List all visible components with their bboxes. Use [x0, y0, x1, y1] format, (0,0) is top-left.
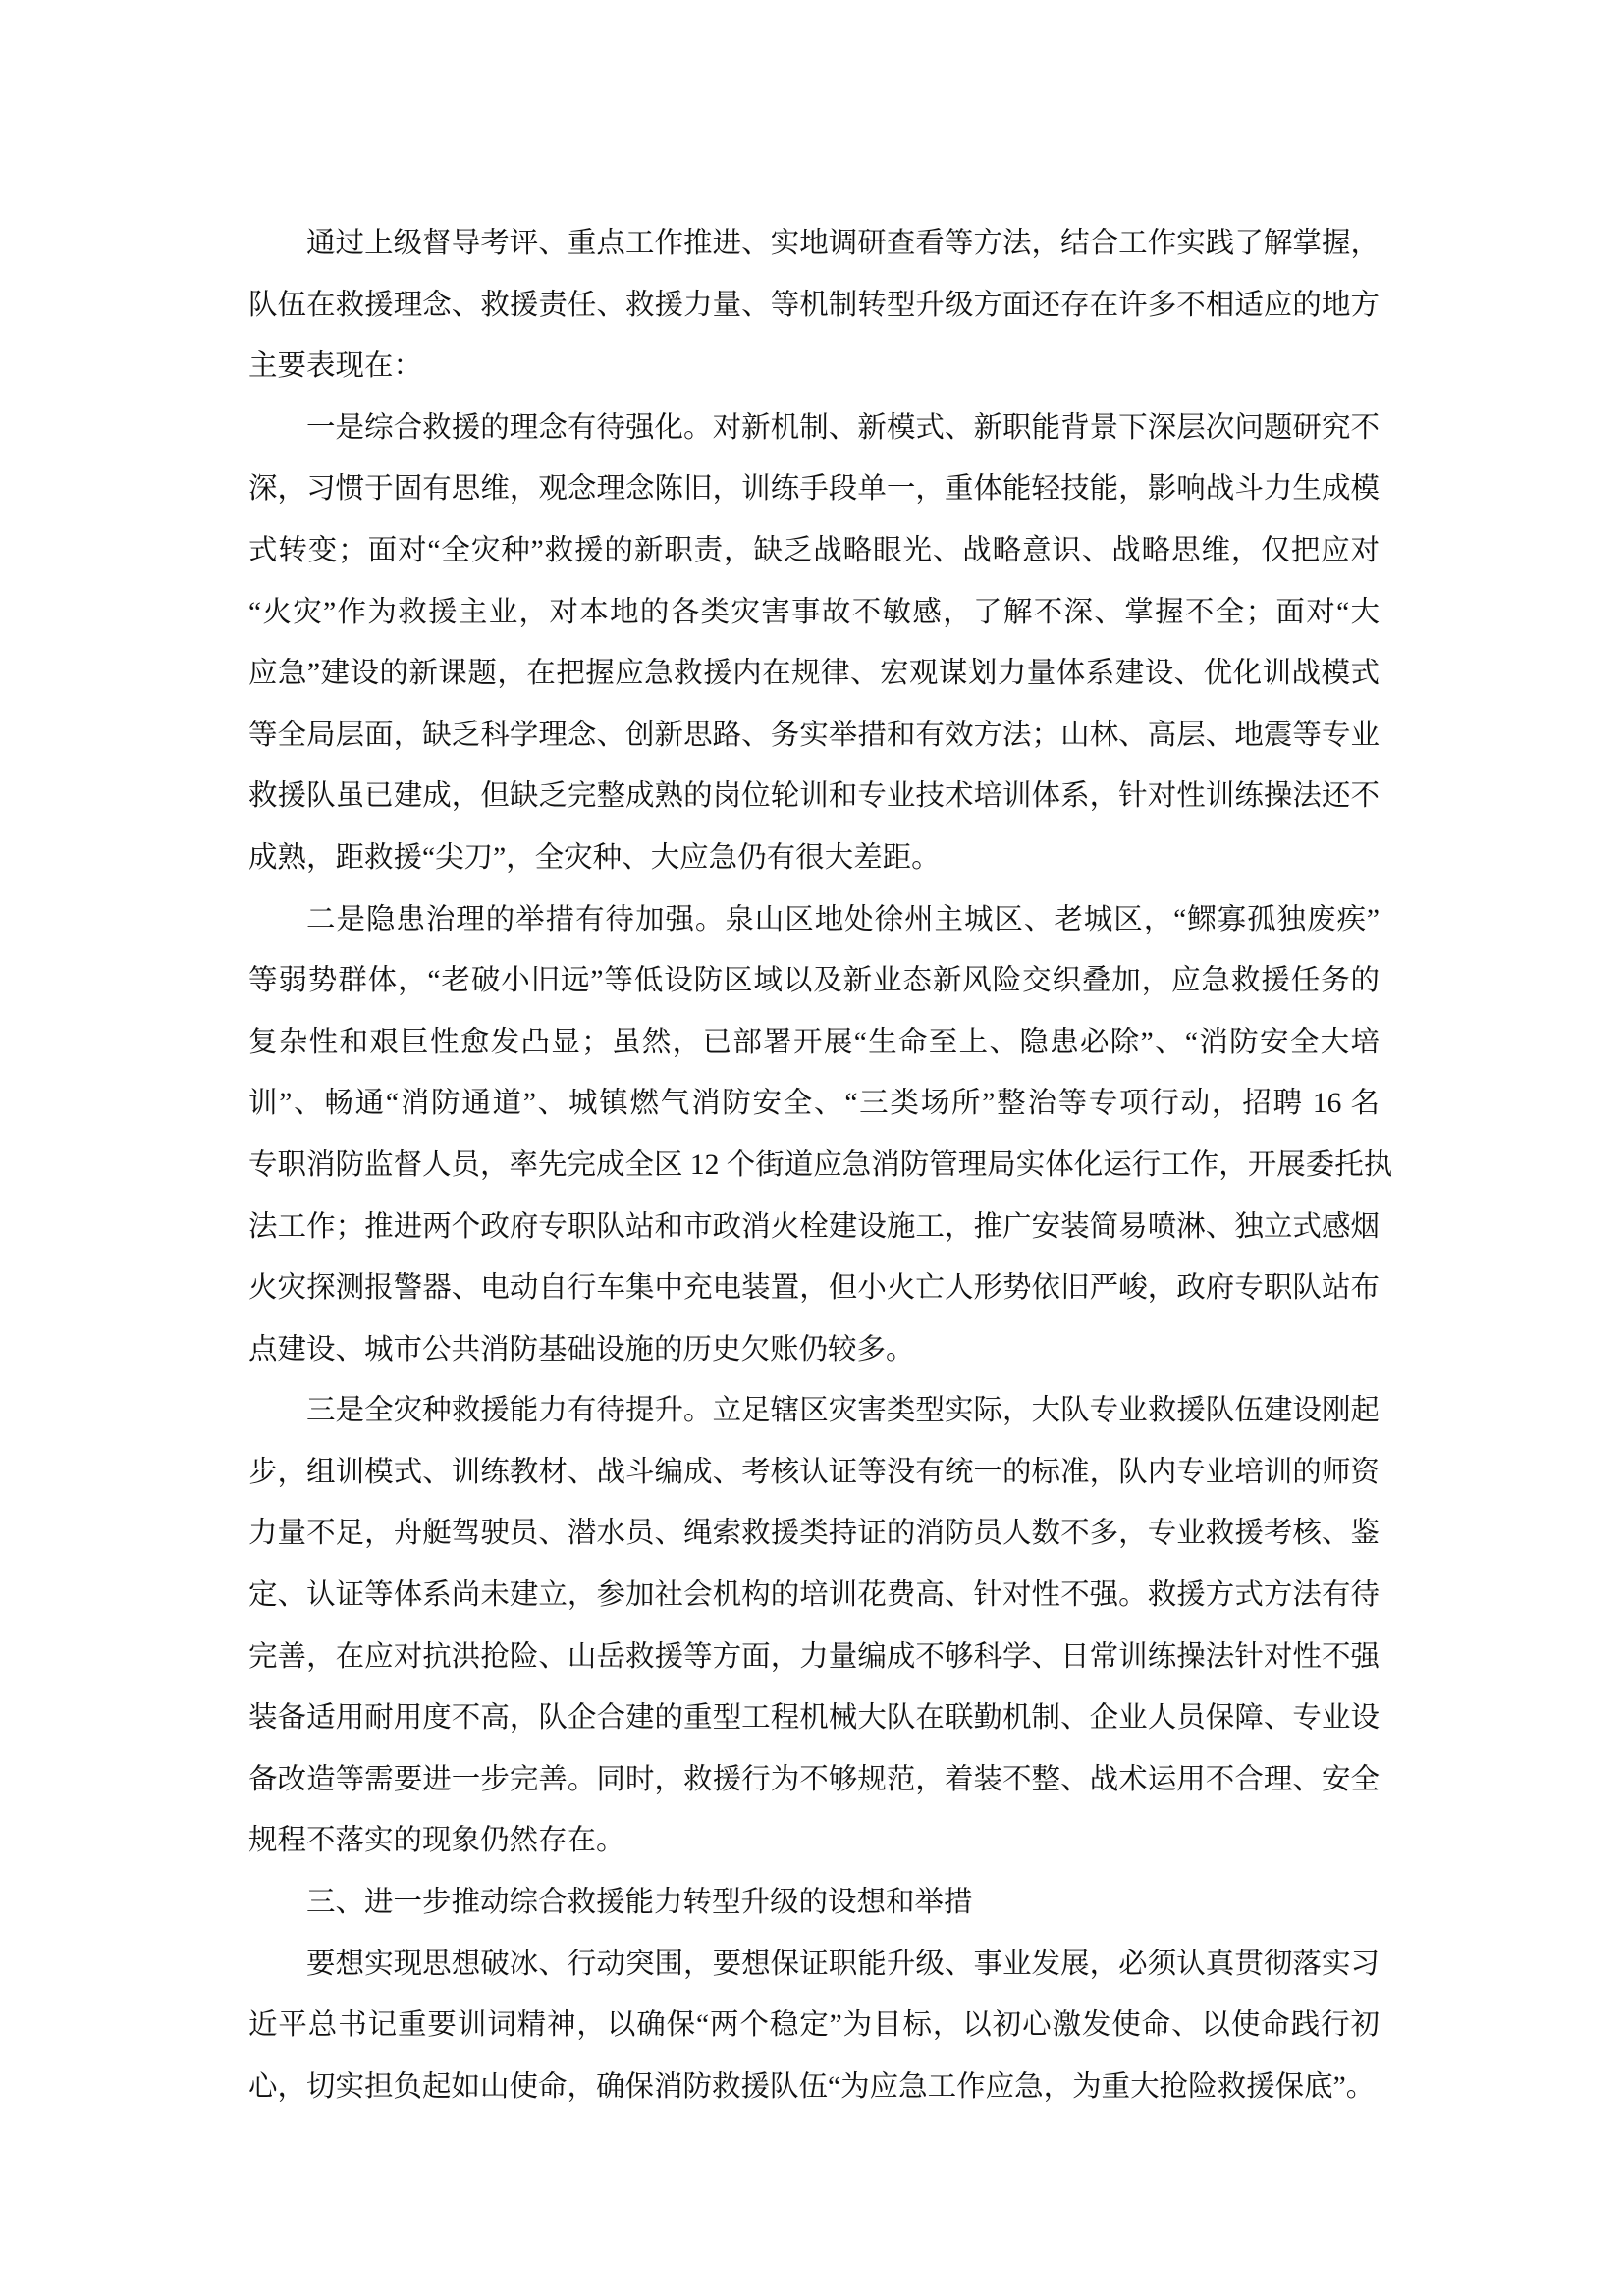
paragraph	[248, 398, 1380, 889]
paragraph-line: 复杂性和艰巨性愈发凸显；虽然，已部署开展“生命至上、隐患必除”、“消防安全大培	[248, 1026, 1380, 1058]
paragraph-first-line: 通过上级督导考评、重点工作推进、实地调研查看等方法，结合工作实践了解掌握，	[306, 228, 1380, 259]
paragraph-line: 成熟，距救援“尖刀”，全灾种、大应急仍有很大差距。	[248, 841, 941, 874]
paragraph-first-line: 二是隐患治理的举措有待加强。泉山区地处徐州主城区、老城区，“鳏寡孤独废疾”	[306, 903, 1380, 935]
paragraph-first-line: 三是全灾种救援能力有待提升。立足辖区灾害类型实际，大队专业救援队伍建设刚起	[306, 1395, 1380, 1427]
paragraph-line: 深，习惯于固有思维，观念理念陈旧，训练手段单一，重体能轻技能，影响战斗力生成模	[248, 473, 1380, 506]
paragraph-line: 火灾探测报警器、电动自行车集中充电装置，但小火亡人形势依旧严峻，政府专职队站布	[248, 1272, 1380, 1305]
paragraph-line: 等全局层面，缺乏科学理念、创新思路、务实举措和有效方法；山林、高层、地震等专业	[248, 719, 1380, 751]
paragraph-line: 定、认证等体系尚未建立，参加社会机构的培训花费高、针对性不强。救援方式方法有待	[248, 1579, 1380, 1612]
paragraph-line: 完善，在应对抗洪抢险、山岳救援等方面，力量编成不够科学、日常训练操法针对性不强	[248, 1640, 1380, 1673]
paragraph	[248, 889, 1393, 1381]
paragraph-line: 近平总书记重要训词精神，以确保“两个稳定”为目标，以初心激发使命、以使命践行初	[248, 2009, 1380, 2042]
paragraph-line: 训”、畅通“消防通道”、城镇燃气消防安全、“三类场所”整治等专项行动，招聘 16 名	[248, 1088, 1380, 1120]
paragraph-line: “火灾”作为救援主业，对本地的各类灾害事故不敏感，了解不深、掌握不全；面对“大	[248, 596, 1380, 628]
paragraph-line: 点建设、城市公共消防基础设施的历史欠账仍较多。	[248, 1333, 915, 1365]
paragraph-line: 式转变；面对“全灾种”救援的新职责，缺乏战略眼光、战略意识、战略思维，仅把应对	[248, 534, 1380, 566]
paragraph	[248, 213, 1380, 398]
paragraph-line: 法工作；推进两个政府专职队站和市政消火栓建设施工，推广安装简易喷淋、独立式感烟	[248, 1210, 1380, 1243]
paragraph-line: 队伍在救援理念、救援责任、救援力量、等机制转型升级方面还存在许多不相适应的地方	[248, 289, 1380, 321]
paragraph-line: 主要表现在：	[248, 350, 423, 383]
paragraph-first-line: 三、进一步推动综合救援能力转型升级的设想和举措	[306, 1887, 973, 1919]
paragraph-line: 步，组训模式、训练教材、战斗编成、考核认证等没有统一的标准，队内专业培训的师资	[248, 1456, 1380, 1488]
document-body	[248, 213, 1393, 2117]
paragraph	[248, 1380, 1380, 1872]
paragraph-line: 装备适用耐用度不高，队企合建的重型工程机械大队在联勤机制、企业人员保障、专业设	[248, 1702, 1380, 1735]
paragraph-line: 等弱势群体，“老破小旧远”等低设防区域以及新业态新风险交织叠加，应急救援任务的	[248, 965, 1380, 997]
paragraph-first-line: 一是综合救援的理念有待强化。对新机制、新模式、新职能背景下深层次问题研究不	[306, 411, 1380, 444]
paragraph-line: 规程不落实的现象仍然存在。	[248, 1825, 625, 1857]
paragraph-line: 心，切实担负起如山使命，确保消防救援队伍“为应急工作应急，为重大抢险救援保底”。	[248, 2070, 1376, 2103]
paragraph-line: 应急”建设的新课题，在把握应急救援内在规律、宏观谋划力量体系建设、优化训战模式	[248, 658, 1380, 690]
paragraph-line: 力量不足，舟艇驾驶员、潜水员、绳索救援类持证的消防员人数不多，专业救援考核、鉴	[248, 1518, 1380, 1550]
paragraph-line: 备改造等需要进一步完善。同时，救援行为不够规范，着装不整、战术运用不合理、安全	[248, 1763, 1380, 1795]
paragraph	[248, 1872, 1380, 1934]
paragraph	[248, 1934, 1380, 2118]
paragraph-first-line: 要想实现思想破冰、行动突围，要想保证职能升级、事业发展，必须认真贯彻落实习	[306, 1948, 1380, 1980]
paragraph-line: 专职消防监督人员，率先完成全区 12 个街道应急消防管理局实体化运行工作，开展委托执	[248, 1148, 1393, 1181]
paragraph-line: 救援队虽已建成，但缺乏完整成熟的岗位轮训和专业技术培训体系，针对性训练操法还不	[248, 780, 1380, 813]
